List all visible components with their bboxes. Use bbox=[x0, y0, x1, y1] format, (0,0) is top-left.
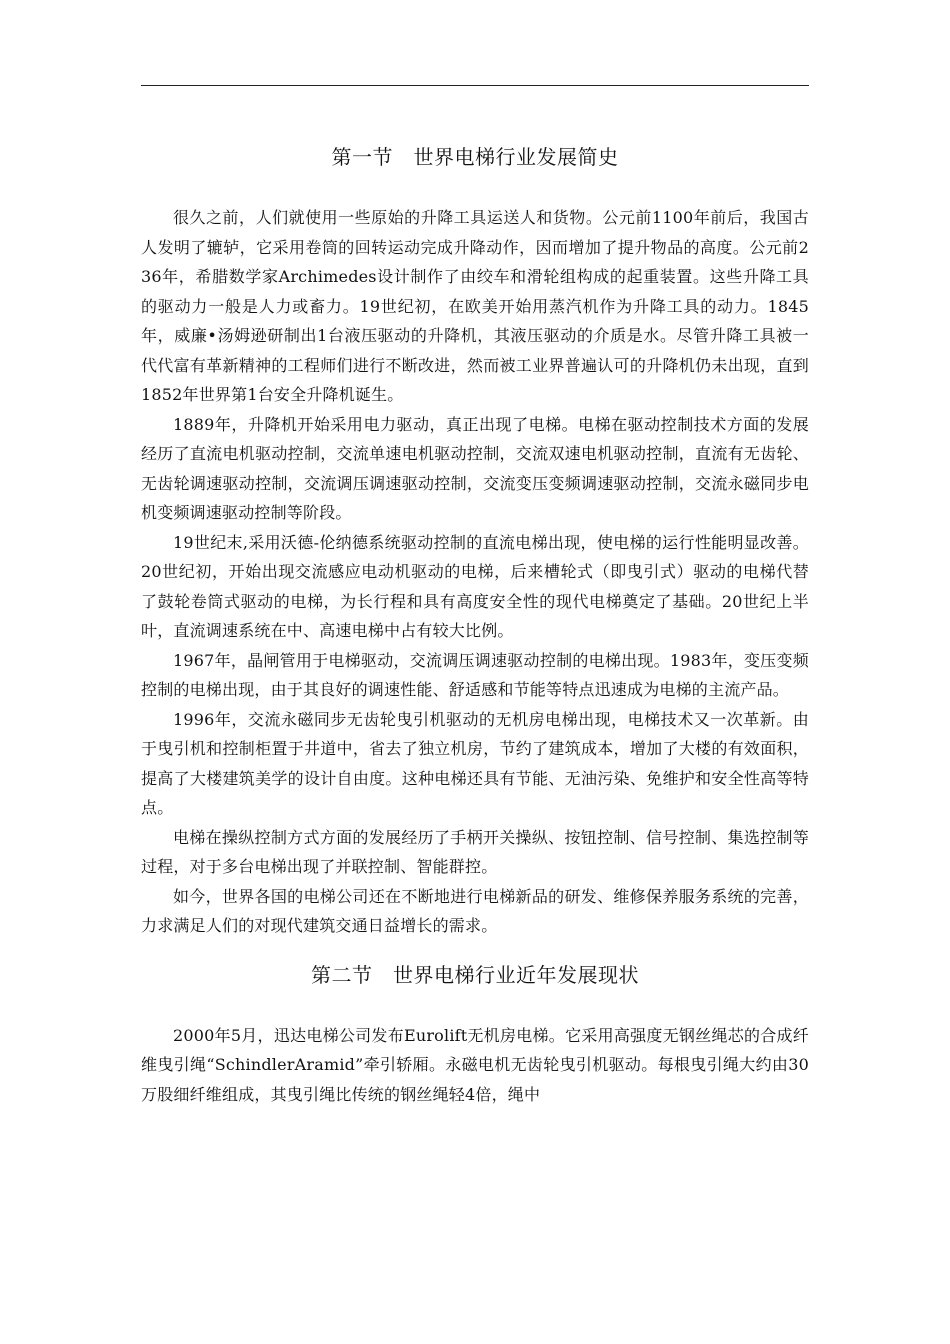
section2-paragraph: 2000年5月，迅达电梯公司发布Eurolift无机房电梯。它采用高强度无钢丝绳芯的合成纤维曳引绳“SchindlerAramid”牵引轿厢。永磁电机无齿轮曳引机驱动。每根曳引绳大约由30万股细纤维组成，其曳引绳比传统的钢丝绳轻4倍，绳中 bbox=[141, 1025, 809, 1104]
section1-paragraph: 1996年，交流永磁同步无齿轮曳引机驱动的无机房电梯出现，电梯技术又一次革新。由于曳引机和控制柜置于井道中，省去了独立机房，节约了建筑成本，增加了大楼的有效面积，提高了大楼建筑美学的设计自由度。这种电梯还具有节能、无油污染、免维护和安全性高等特点。 bbox=[141, 709, 809, 817]
section1-paragraph: 1967年，晶闸管用于电梯驱动，交流调压调速驱动控制的电梯出现。1983年，变压变频控制的电梯出现，由于其良好的调速性能、舒适感和节能等特点迅速成为电梯的主流产品。 bbox=[141, 650, 809, 699]
header-rule bbox=[141, 85, 809, 86]
document-body bbox=[141, 142, 809, 1109]
section1-paragraph: 电梯在操纵控制方式方面的发展经历了手柄开关操纵、按钮控制、信号控制、集选控制等过程，对于多台电梯出现了并联控制、智能群控。 bbox=[141, 827, 809, 876]
section1-paragraph: 1889年，升降机开始采用电力驱动，真正出现了电梯。电梯在驱动控制技术方面的发展经历了直流电机驱动控制，交流单速电机驱动控制，交流双速电机驱动控制，直流有无齿轮、无齿轮调速驱动控制，交流调压调速驱动控制，交流变压变频调速驱动控制，交流永磁同步电机变频调速驱动控制等阶段。 bbox=[141, 414, 809, 522]
section1-paragraph: 19世纪末,采用沃德-伦纳德系统驱动控制的直流电梯出现，使电梯的运行性能明显改善。20世纪初，开始出现交流感应电动机驱动的电梯，后来槽轮式（即曳引式）驱动的电梯代替了鼓轮卷筒式驱动的电梯，为长行程和具有高度安全性的现代电梯奠定了基础。20世纪上半叶，直流调速系统在中、高速电梯中占有较大比例。 bbox=[141, 532, 809, 640]
section1-paragraph: 如今，世界各国的电梯公司还在不断地进行电梯新品的研发、维修保养服务系统的完善，力求满足人们的对现代建筑交通日益增长的需求。 bbox=[141, 886, 809, 935]
section1-paragraph: 很久之前，人们就使用一些原始的升降工具运送人和货物。公元前1100年前后，我国古人发明了辘轳，它采用卷筒的回转运动完成升降动作，因而增加了提升物品的高度。公元前236年，希腊数学家Archimedes设计制作了由绞车和滑轮组构成的起重装置。这些升降工具的驱动力一般是人力或畜力。19世纪初，在欧美开始用蒸汽机作为升降工具的动力。1845年，威廉•汤姆逊研制出1台液压驱动的升降机，其液压驱动的介质是水。尽管升降工具被一代代富有革新精神的工程师们进行不断改进，然而被工业界普遍认可的升降机仍未出现，直到1852年世界第1台安全升降机诞生。 bbox=[141, 208, 809, 404]
section1-title: 第一节 世界电梯行业发展简史 bbox=[331, 145, 619, 169]
section2-title: 第二节 世界电梯行业近年发展现状 bbox=[311, 962, 639, 987]
